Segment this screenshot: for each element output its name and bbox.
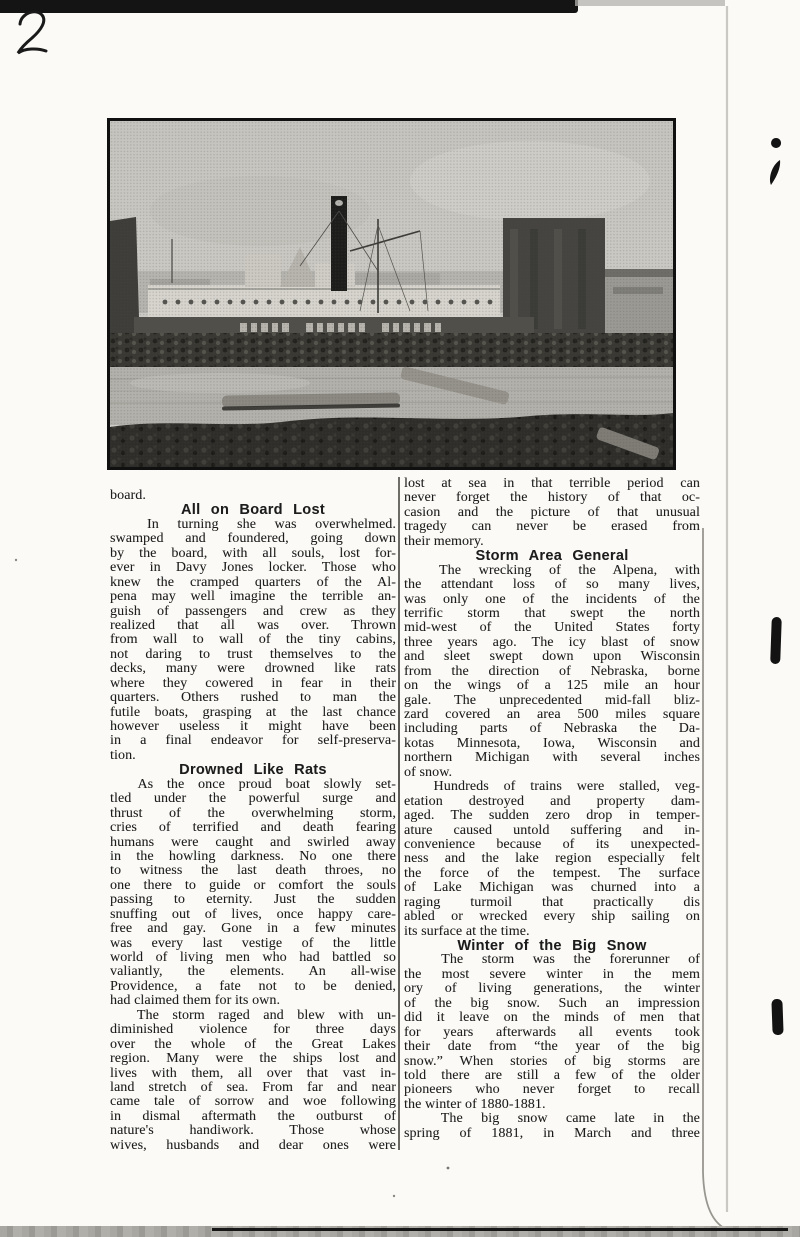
article-line: terrific storm that swept the north (404, 606, 700, 621)
article-line: in the howling darkness. No one there (110, 849, 396, 864)
article-line: spring of 1881, in March and three (404, 1126, 700, 1141)
article-line: its surface at the time. (404, 924, 530, 939)
section-heading: Storm Area General (475, 548, 629, 565)
scan-bottom-rule (212, 1228, 788, 1231)
article-line: gale. The unprecedented mid-fall bliz- (404, 693, 700, 708)
article-line: ature caused untold suffering and in- (404, 823, 700, 838)
article-line: swamped and foundered, going down (110, 532, 396, 547)
article-line: kotas Minnesota, Iowa, Wisconsin and (404, 736, 700, 751)
article-line: land stretch of sea. From far and near (110, 1080, 396, 1095)
article-line: their memory. (404, 534, 484, 549)
section-heading: Drowned Like Rats (179, 762, 327, 779)
article-line: Providence, a fate not to be denied, (110, 979, 396, 994)
article-line: abled or wrecked every ship sailing on (404, 910, 700, 925)
article-line: was only one of the incidents of the (404, 592, 700, 607)
article-line: where they cowered in fear in their (110, 676, 396, 691)
article-line: not daring to trust themselves to the (110, 647, 396, 662)
article-line: The wrecking of the Alpena, with (404, 563, 700, 578)
article-line: the most severe winter in the mem (404, 967, 700, 982)
article-line: quarters. Others rushed to man the (110, 691, 396, 706)
article-line: including parts of Nebraska the Da- (404, 722, 700, 737)
article-line: cries of terrified and death fearing (110, 821, 396, 836)
article-line: tion. (110, 748, 136, 763)
article-line: snow.” When stories of big storms are (404, 1054, 700, 1069)
article-line: the winter of 1880-1881. (404, 1097, 546, 1112)
article-line: As the once proud boat slowly set- (110, 777, 396, 792)
article-line: in dismal aftermath the outburst of (110, 1109, 396, 1124)
article-line: The storm raged and blew with un- (110, 1008, 396, 1023)
article-line: to witness the last death throes, no (110, 864, 396, 879)
article-line: northern Michigan with several inches (404, 751, 700, 766)
article-line: knew the cramped quarters of the Al- (110, 575, 396, 590)
ship-photo (110, 121, 673, 467)
article-line: ory of living generations, the winter (404, 982, 700, 997)
section-heading: Winter of the Big Snow (457, 938, 647, 954)
article-line: zard covered an area 500 miles square (404, 708, 700, 722)
article-line: snuffing out of lives, once happy care- (110, 907, 396, 922)
article-line: the attendant loss of so many lives, (404, 578, 700, 593)
article-line: ever in Davy Jones locker. Those who (110, 561, 396, 576)
article-line: passing to eternity. Just the sudden (110, 893, 396, 908)
article-line: valiantly, the elements. An all-wise (110, 965, 396, 980)
article-line: for years afterwards all events took (404, 1025, 700, 1040)
article-column-right (404, 477, 700, 1141)
article-line: guish of passengers and crew as they (110, 604, 396, 619)
article-line: came tale of sorrow and woe following (110, 1095, 396, 1110)
article-line: over the whole of the Great Lakes (110, 1037, 396, 1052)
article-line: ness and the lake region especially felt (404, 852, 700, 867)
article-line: humans were caught and swirled away (110, 835, 396, 850)
article-line: of snow. (404, 765, 453, 780)
article-line: of Lake Michigan was churned into a (404, 881, 700, 896)
article-line: tragedy can never be erased from (404, 520, 700, 535)
article-line: however useless it might have been (110, 720, 396, 734)
article-line: had claimed them for its own. (110, 994, 281, 1009)
scan-top-edge (0, 0, 578, 13)
scan-top-edge-smudge (575, 0, 725, 6)
handwritten-page-number (10, 6, 58, 60)
article-line: Hundreds of trains were stalled, veg- (404, 780, 700, 795)
article-line: casion and the picture of that unusual (404, 505, 700, 520)
article-line: mid-west of the United States forty (404, 621, 700, 636)
ink-blot-bottom (771, 999, 783, 1035)
page-fold-curve (703, 528, 724, 1228)
article-line: told there are still a few of the older (404, 1068, 700, 1083)
article-line: from the direction of Nebraska, borne (404, 664, 700, 679)
article-line: pena may well imagine the terrible an- (110, 590, 396, 605)
section-heading: All on Board Lost (181, 502, 325, 519)
article-line: thrust of the overwhelming storm, (110, 806, 396, 821)
photo-frame (107, 118, 676, 470)
article-line: in a final endeavor for self-preserva- (110, 734, 396, 749)
article-column-left (110, 489, 396, 1153)
article-line: nature's handiwork. Those whose (110, 1124, 396, 1139)
article-line: The storm was the forerunner of (404, 953, 700, 968)
article-line: In turning she was overwhelmed. (110, 517, 396, 532)
article-line: free and gay. Gone in a few minutes (110, 922, 396, 937)
article-line: the force of the tempest. The surface (404, 866, 700, 881)
article-line: did it leave on the minds of men that (404, 1011, 700, 1026)
ink-blot-top (770, 138, 781, 185)
article-line: their date from “the year of the big (404, 1040, 700, 1055)
article-line: etation destroyed and property dam- (404, 794, 700, 809)
article-line: world of living men who had battled so (110, 951, 396, 965)
article-line: aged. The sudden zero drop in temper- (404, 809, 700, 824)
article-line: three years ago. The icy blast of snow (404, 635, 700, 650)
article-line: wives, husbands and dear ones were (110, 1138, 396, 1153)
article-line: and sleet swept down upon Wisconsin (404, 650, 700, 665)
article-line: of the big snow. Such an impression (404, 996, 700, 1011)
article-line: tled under the powerful surge and (110, 792, 396, 807)
article-line: futile boats, grasping at the last chance (110, 705, 396, 720)
article-line: was every last vestige of the little (110, 936, 396, 951)
article-line: region. Many were the ships lost and (110, 1052, 396, 1067)
article-line: pioneers who never forget to recall (404, 1083, 700, 1098)
article-line: lives with them, all over that vast in- (110, 1066, 396, 1081)
article-line: realized that all was over. Thrown (110, 618, 396, 633)
article-line: The big snow came late in the (404, 1112, 700, 1127)
article-line: on the wings of a 125 mile an hour (404, 679, 700, 694)
article-line: decks, many were drowned like rats (110, 662, 396, 677)
article-line: raging turmoil that practically dis (404, 895, 700, 910)
article-line: lost at sea in that terrible period can (404, 477, 700, 491)
article-line: diminished violence for three days (110, 1023, 396, 1038)
ink-blot-middle (770, 617, 782, 664)
article-line: one there to guide or comfort the souls (110, 878, 396, 893)
article-line: convenience because of its unexpected- (404, 837, 700, 852)
article-line: board. (110, 489, 146, 503)
article-line: by the board, with all souls, lost for- (110, 546, 396, 561)
article-line: from wall to wall of the tiny cabins, (110, 633, 396, 648)
column-divider-rule (398, 477, 400, 1150)
article-line: never forget the history of that oc- (404, 491, 700, 506)
